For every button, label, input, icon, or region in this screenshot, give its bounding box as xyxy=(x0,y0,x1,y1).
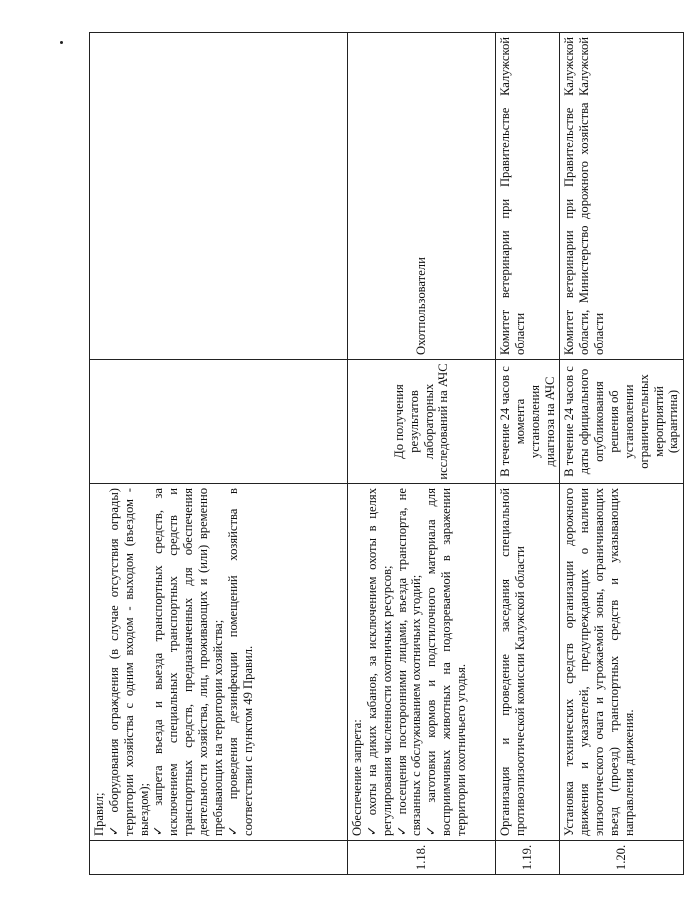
table-row xyxy=(348,33,496,875)
table-row xyxy=(90,33,348,875)
measure-line: ✓ охоты на диких кабанов, за исключением охоты в целях регулирования численности охотничьих ресурсов; xyxy=(364,488,394,836)
term-cell: В течение 24 часов с момента установления диагноза на АЧС xyxy=(496,360,560,484)
table-row xyxy=(560,33,684,875)
term-cell: До получения результатов лабораторных исследований на АЧС xyxy=(348,360,496,484)
measure-line: ✓ проведения дезинфекции помещений хозяйства в соответствии с пунктом 49 Правил. xyxy=(225,488,255,836)
measure-cell xyxy=(560,484,684,841)
measure-cell xyxy=(496,484,560,841)
row-number: 1.20. xyxy=(560,841,684,875)
responsible-cell: Комитет ветеринарии при Правительстве Калужской области, Министерство дорожного хозяйства Калужской области xyxy=(560,33,684,360)
measure-line: ✓ заготовки кормов и подстилочного материала для восприимчивых животных на подозреваемой в заражении территории охотничьего угодья. xyxy=(424,488,469,836)
term-cell xyxy=(90,360,348,484)
measure-line: Организация и проведение заседания специальной противоэпизоотической комиссии Калужской области xyxy=(498,488,527,836)
measure-line: ✓ посещения посторонними лицами, въезда транспорта, не связанных с обслуживанием охотничьих угодий; xyxy=(394,488,424,836)
measure-line: Установка технических средств организации дорожного движения и указателей, предупреждающих о наличии эпизоотического очага и угрожаемой зоны, ограничивающих въезд (проезд) транспортных средств и указывающих направления движения. xyxy=(562,488,636,836)
measure-line: ✓ запрета въезда и выезда транспортных средств, за исключением специальных транспортных средств и транспортных средств, предназначенных для обеспечения деятельности хозяйства, лиц, проживающих и (или) временно пребывающих на территории хозяйства; xyxy=(151,488,225,836)
row-number: 1.18. xyxy=(348,841,496,875)
table-row xyxy=(496,33,560,875)
measure-line: Правил; xyxy=(92,792,106,836)
responsible-cell: Комитет ветеринарии при Правительстве Калужской области xyxy=(496,33,560,360)
measures-table xyxy=(89,32,684,875)
rotated-table-frame xyxy=(89,33,681,875)
scan-speck xyxy=(60,41,63,44)
term-cell: В течение 24 часов с даты официального опубликования решения об установлении ограничительных мероприятий (карантина) xyxy=(560,360,684,484)
measure-line: ✓ оборудования ограждения (в случае отсутствия ограды) территории хозяйства с одним входом - выходом (въездом - выездом); xyxy=(106,488,151,836)
measure-cell xyxy=(90,484,348,841)
row-number: 1.19. xyxy=(496,841,560,875)
responsible-cell xyxy=(90,33,348,360)
measure-line: Обеспечение запрета: xyxy=(350,719,364,836)
measure-cell xyxy=(348,484,496,841)
row-number xyxy=(90,841,348,875)
responsible-cell: Охотпользователи xyxy=(348,33,496,360)
